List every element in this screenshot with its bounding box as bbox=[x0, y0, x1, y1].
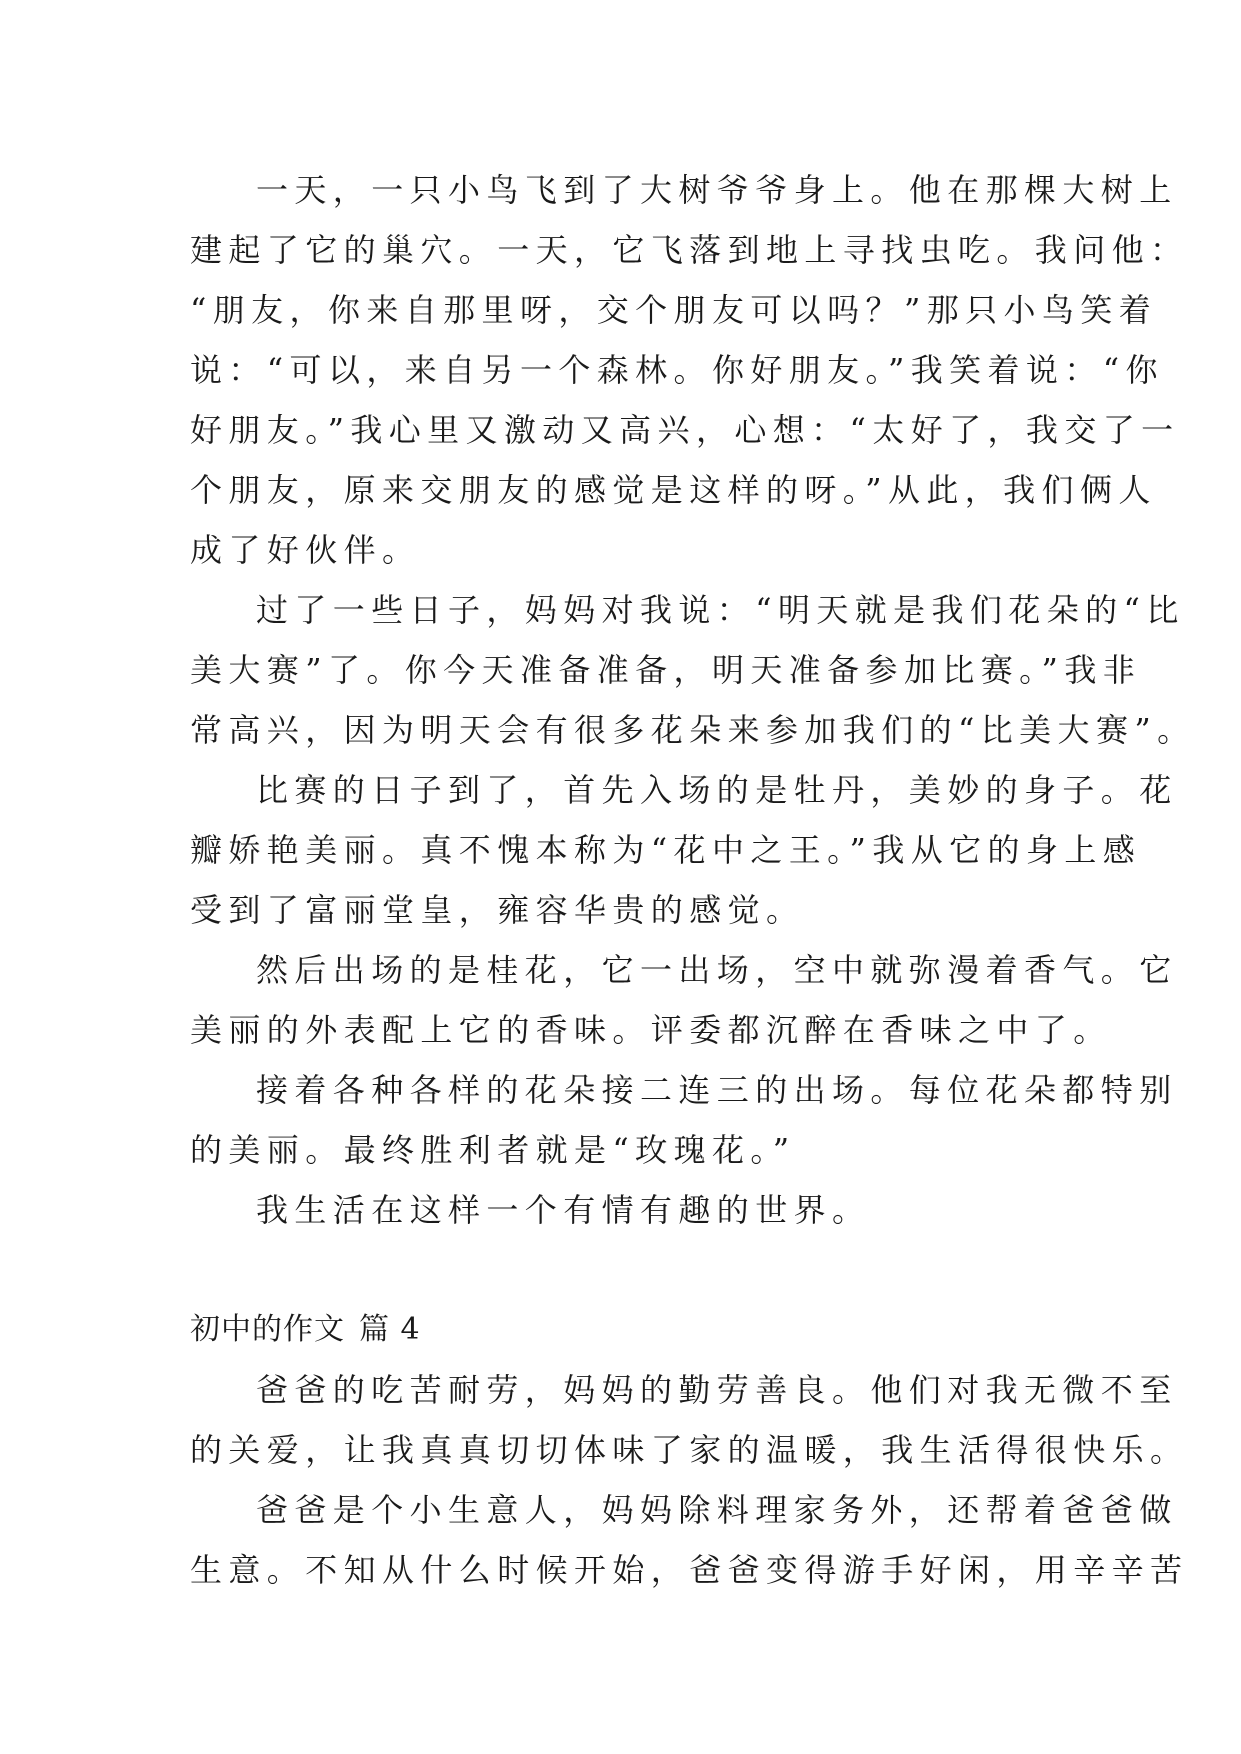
text-line: 常高兴，因为明天会有很多花朵来参加我们的“比美大赛”。 bbox=[190, 711, 1196, 749]
paragraph bbox=[190, 940, 1178, 1060]
text-line: 美大赛”了。你今天准备准备，明天准备参加比赛。”我非 bbox=[190, 651, 1142, 689]
paragraph bbox=[190, 1480, 1189, 1600]
paragraph bbox=[190, 1060, 1178, 1180]
text-line: 受到了富丽堂皇，雍容华贵的感觉。 bbox=[190, 891, 805, 929]
text-line: 生意。不知从什么时候开始，爸爸变得游手好闲，用辛辛苦 bbox=[190, 1551, 1189, 1589]
document-body bbox=[190, 160, 1196, 1600]
text-line: 比赛的日子到了，首先入场的是牡丹，美妙的身子。花 bbox=[256, 771, 1178, 809]
paragraph bbox=[190, 160, 1189, 580]
text-line: 的关爱，让我真真切切体味了家的温暖，我生活得很快乐。 bbox=[190, 1431, 1189, 1469]
text-line: 好朋友。”我心里又激动又高兴，心想：“太好了，我交了一 bbox=[190, 411, 1180, 449]
text-line: “朋友，你来自那里呀，交个朋友可以吗？”那只小鸟笑着 bbox=[190, 291, 1158, 329]
section-heading-title: 初中的作文 bbox=[190, 1312, 345, 1347]
text-line: 瓣娇艳美丽。真不愧本称为“花中之王。”我从它的身上感 bbox=[190, 831, 1142, 869]
text-line: 个朋友，原来交朋友的感觉是这样的呀。”从此，我们俩人 bbox=[190, 471, 1157, 509]
text-line: 成了好伙伴。 bbox=[190, 531, 421, 569]
paragraph bbox=[190, 1180, 1070, 1240]
text-line: 的美丽。最终胜利者就是“玫瑰花。” bbox=[190, 1131, 796, 1169]
text-line: 爸爸是个小生意人，妈妈除料理家务外，还帮着爸爸做 bbox=[256, 1491, 1178, 1529]
paragraph bbox=[190, 580, 1196, 760]
text-line: 我生活在这样一个有情有趣的世界。 bbox=[256, 1191, 871, 1229]
blank-line bbox=[190, 1240, 1070, 1300]
text-line: 一天，一只小鸟飞到了大树爷爷身上。他在那棵大树上 bbox=[256, 171, 1178, 209]
section-heading-number: 篇 4 bbox=[359, 1312, 421, 1347]
paragraph bbox=[190, 760, 1178, 940]
paragraph bbox=[190, 1360, 1189, 1480]
text-line: 说：“可以，来自另一个森林。你好朋友。”我笑着说：“你 bbox=[190, 351, 1164, 389]
text-line: 爸爸的吃苦耐劳，妈妈的勤劳善良。他们对我无微不至 bbox=[256, 1371, 1178, 1409]
text-line: 过了一些日子，妈妈对我说：“明天就是我们花朵的“比 bbox=[256, 591, 1185, 629]
text-line: 然后出场的是桂花，它一出场，空中就弥漫着香气。它 bbox=[256, 951, 1178, 989]
section-heading bbox=[190, 1300, 1070, 1360]
text-line: 美丽的外表配上它的香味。评委都沉醉在香味之中了。 bbox=[190, 1011, 1112, 1049]
text-line: 建起了它的巢穴。一天，它飞落到地上寻找虫吃。我问他： bbox=[190, 231, 1189, 269]
text-line: 接着各种各样的花朵接二连三的出场。每位花朵都特别 bbox=[256, 1071, 1178, 1109]
